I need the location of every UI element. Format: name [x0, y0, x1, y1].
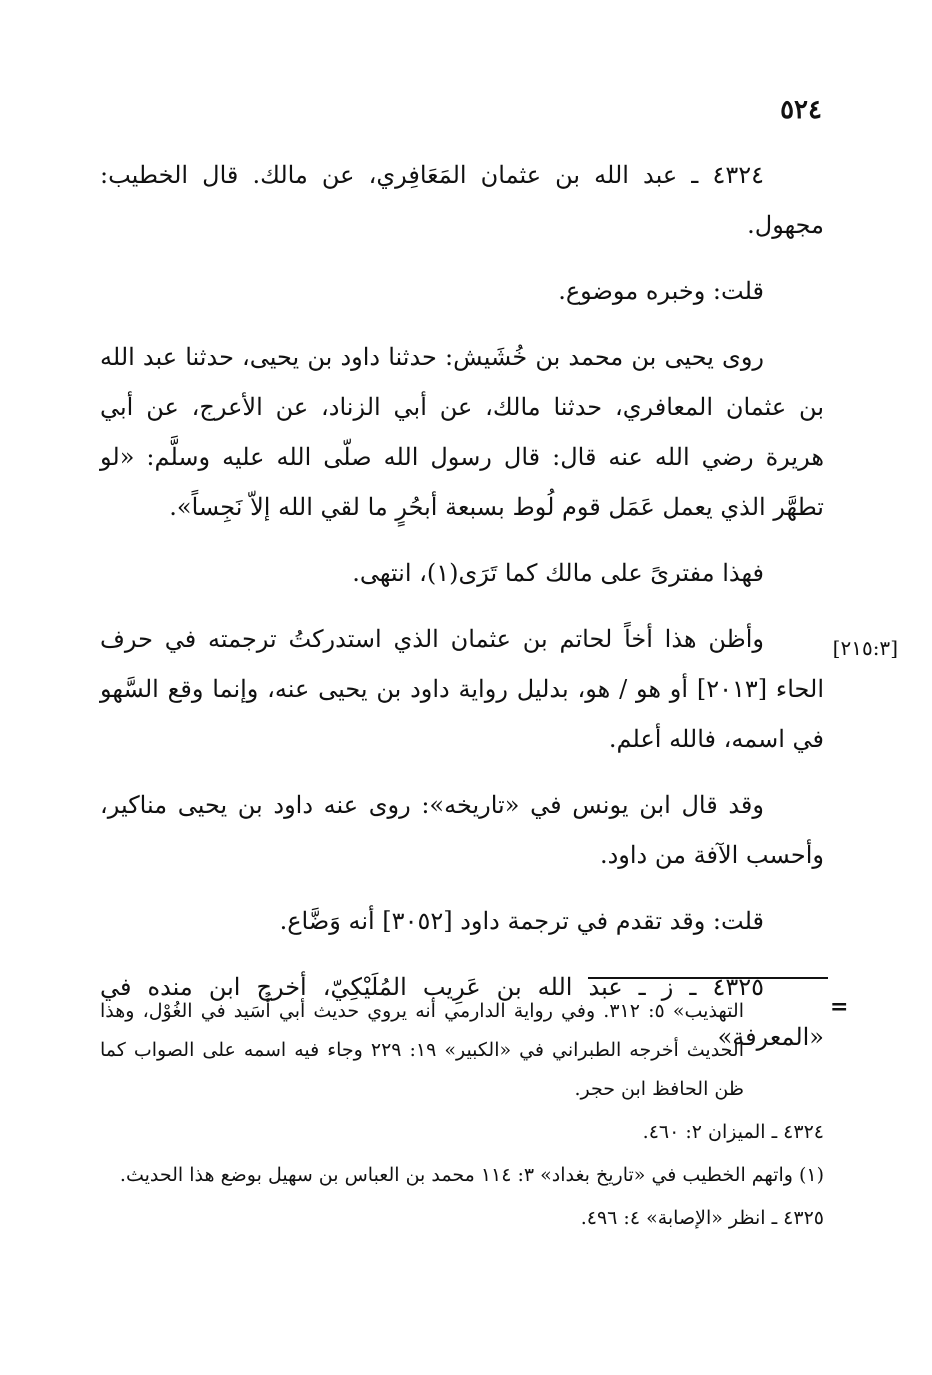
footnote-continued: التهذيب» ٥: ٣١٢. وفي رواية الدارمي أنه يروي حديث أبي أُسَيد في الغُوْل، وهذا الحديث أخرجه الطبراني في «الكبير» ١٩: ٢٢٩ وجاء فيه اسمه على الصواب كما ظن الحافظ ابن حجر.	[100, 1000, 744, 1100]
margin-reference: [٢١٥:٣]	[832, 636, 898, 660]
paragraph-ibn-yunus: وقد قال ابن يونس في «تاريخه»: روى عنه داود بن يحيى مناكير، وأحسب الآفة من داود.	[100, 791, 824, 869]
footnotes	[100, 992, 824, 1242]
footnote-continuation-mark: =	[830, 994, 849, 1020]
footnote-1: (١) واتهم الخطيب في «تاريخ بغداد» ٣: ١١٤ محمد بن العباس بن سهيل بوضع هذا الحديث.	[119, 1164, 824, 1186]
paragraph-cross-ref: قلت: وقد تقدم في ترجمة داود [٣٠٥٢] أنه وَضَّاع.	[279, 907, 764, 935]
paragraph-fabricated: فهذا مفترىً على مالك كما تَرَى(١)، انتهى.	[352, 559, 764, 587]
footnote-divider	[588, 977, 828, 979]
footnote-4325: ٤٣٢٥ ـ انظر «الإصابة» ٤: ٤٩٦.	[580, 1207, 824, 1229]
entry-4325: ٤٣٢٥ ـ ز ـ عبد الله بن عَرِيب المُلَيْكِيّ، أخرج ابن منده في «المعرفة»	[100, 973, 824, 1051]
entry-4324: ٤٣٢٤ ـ عبد الله بن عثمان المَعَافِري، عن مالك. قال الخطيب: مجهول.	[100, 161, 824, 239]
footnote-4324: ٤٣٢٤ ـ الميزان ٢: ٤٦٠.	[642, 1121, 824, 1143]
paragraph-note: قلت: وخبره موضوع.	[558, 277, 764, 305]
paragraph-opinion: وأظن هذا أخاً لحاتم بن عثمان الذي استدركتُ ترجمته في حرف الحاء [٢٠١٣] أو هو / هو، بدليل رواية داود بن يحيى عنه، وإنما وقع السَّهو في اسمه، فالله أعلم.	[100, 625, 825, 753]
paragraph-hadith: روى يحيى بن محمد بن خُشَيش: حدثنا داود بن يحيى، حدثنا عبد الله بن عثمان المعافري، حدثنا مالك، عن أبي الزناد، عن الأعرج، عن أبي هريرة رضي الله عنه قال: قال رسول الله صلّى الله عليه وسلَّم: «لو تطهَّر الذي يعمل عَمَل قوم لُوط بسبعة أبحُرٍ ما لقي الله إلاّ نَجِساً».	[100, 343, 824, 521]
page-number: ٥٢٤	[780, 95, 822, 125]
main-text	[100, 150, 824, 1078]
